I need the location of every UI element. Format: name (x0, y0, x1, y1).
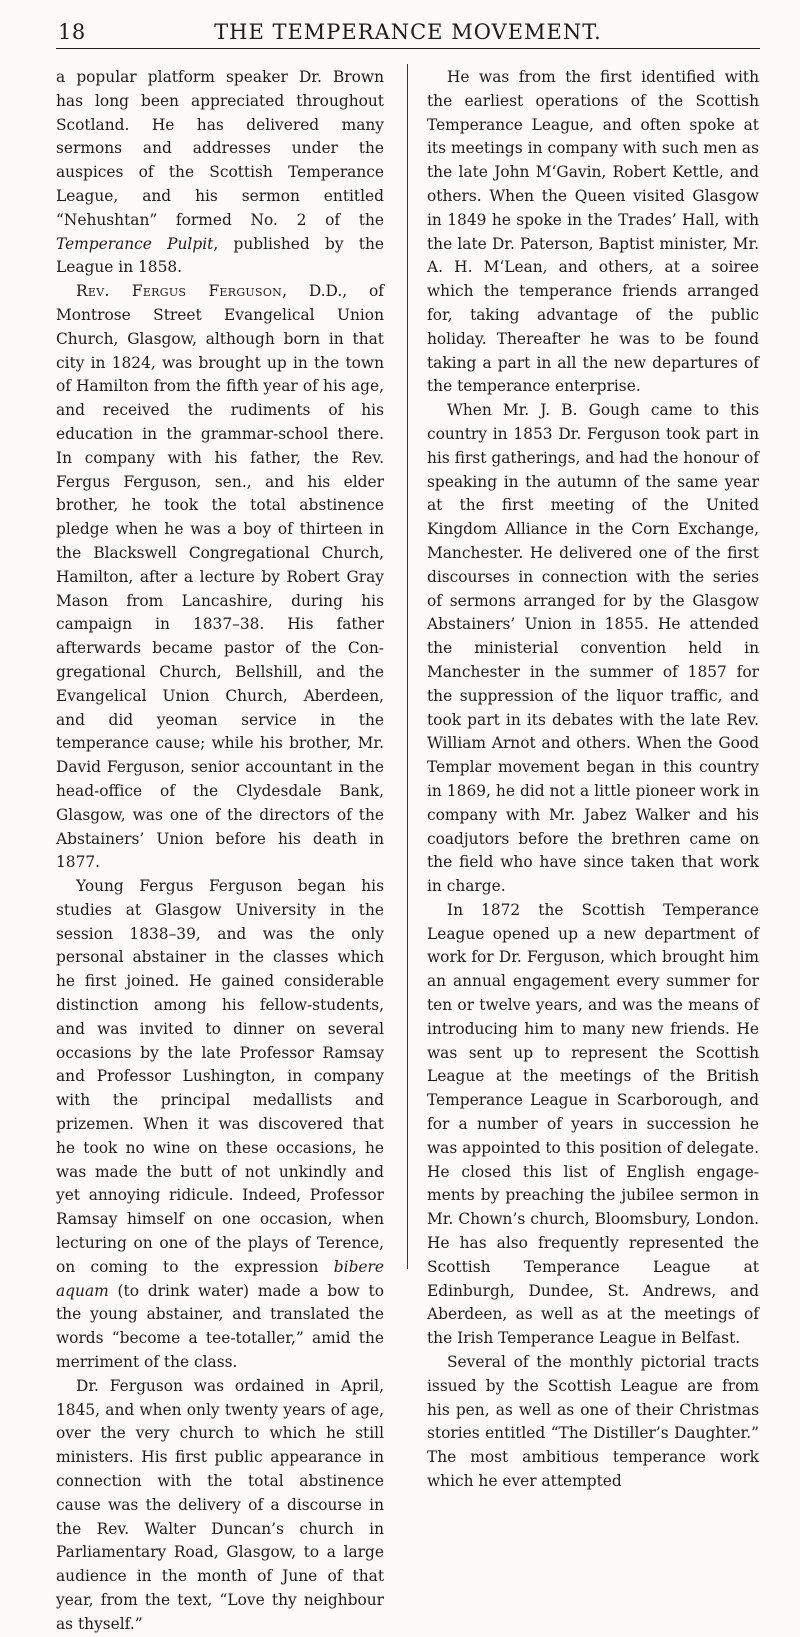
text-run: , published by the League in 1858. (56, 234, 384, 277)
text-run: a popular platform speaker Dr. Brown has long been appreciated throughout Scotland. He has delivered many sermons and addresses under the auspices of the Scottish Temperance League, and his sermon entitled “Nehushtan” formed No. 2 of the (56, 68, 384, 229)
left-column (56, 66, 384, 1637)
column-divider (407, 64, 408, 1269)
paragraph: When Mr. J. B. Gough came to this country in 1853 Dr. Ferguson took part in his first gatherings, and had the honour of speaking in the autumn of the same year at the first meeting of the United Kingdom Alliance in the Corn Exchange, Manchester. He delivered one of the first discourses in connection with the series of sermons arranged for by the Glasgow Abstainers’ Union in 1855. He attended the ministerial convention held in Manchester in the summer of 1857 for the suppression of the liquor traffic, and took part in its debates with the late Rev. William Arnot and others. When the Good Templar movement began in this country in 1869, he did not a little pioneer work in company with Mr. Jabez Walker and his coadjutors before the brethren came on the field who have since taken that work in charge. (427, 401, 759, 896)
page-number: 18 (58, 20, 86, 44)
paragraph: Several of the monthly pictorial tracts issued by the Scottish League are from his pen, as well as one of their Christmas stories entitled “The Distiller’s Daughter.” The most ambitious temperance work which he ever attempted (427, 1353, 759, 1491)
biography-subject-name: Rev. Fergus Ferguson (76, 282, 283, 301)
text-run: (to drink water) made a bow to the young abstainer, and translated the words “become a tee-totaller,” amid the merriment of the class. (56, 1281, 384, 1372)
publication-title: Temperance Pulpit (56, 234, 214, 253)
right-column (427, 66, 759, 1494)
paragraph (56, 280, 384, 875)
running-title: THE TEMPERANCE MOVEMENT. (214, 20, 602, 44)
paragraph (56, 875, 384, 1375)
latin-phrase: bibere aquam (56, 1257, 384, 1300)
text-run: , D.D., of Montrose Street Evangelical Union Church, Glasgow, although born in that city in 1824, was brought up in the town of Hamilton from the fifth year of his age, and received the rudiments of his education in the grammar-school there. In company with his father, the Rev. Fergus Ferguson, sen., and his elder brother, he took the total abstinence pledge when he was a boy of thirteen in the Blackswell Congregational Church, Hamilton, after a lecture by Robert Gray Mason from Lancashire, during his campaign in 1837–38. His father afterwards became pastor of the Congregational Church, Bellshill, and the Evangelical Union Church, Aberdeen, and did yeoman service in the temperance cause; while his brother, Mr. David Ferguson, senior accountant in the head-office of the Clydesdale Bank, Glasgow, was one of the directors of the Abstainers’ Union before his death in 1877. (56, 282, 384, 872)
paragraph: Dr. Ferguson was ordained in April, 1845, and when only twenty years of age, over the very church to which he still ministers. His first public appearance in connection with the total abstinence cause was the delivery of a discourse in the Rev. Walter Duncan’s church in Parliamentary Road, Glasgow, to a large audience in the month of June of that year, from the text, “Love thy neighbour as thyself.” (56, 1376, 384, 1633)
running-head (56, 18, 760, 49)
paragraph: He was from the first identified with the earliest operations of the Scottish Temperance League, and often spoke at its meetings in company with such men as the late John M‘Gavin, Robert Kettle, and others. When the Queen visited Glasgow in 1849 he spoke in the Trades’ Hall, with the late Dr. Paterson, Baptist minister, Mr. A. H. M‘Lean, and others, at a soiree which the temperance friends arranged for, taking advantage of the public holiday. Thereafter he was to be found taking a part in all the new departures of the temperance enterprise. (427, 68, 759, 396)
text-run: Young Fergus Ferguson began his studies at Glasgow University in the session 1838–39, and was the only personal abstainer in the classes which he first joined. He gained considerable distinction among his fellow-students, and was invited to dinner on several occasions by the late Professor Ramsay and Professor Lushington, in company with the principal medallists and prizemen. When it was discovered that he took no wine on these occasions, he was made the butt of not unkindly and yet annoying ridicule. Indeed, Professor Ramsay himself on one occasion, when lecturing on one of the plays of Terence, on coming to the expression (56, 877, 384, 1276)
paragraph: In 1872 the Scottish Temperance League opened up a new department of work for Dr. Ferguson, which brought him an annual engagement every summer for ten or twelve years, and was the means of introducing him to many new friends. He was sent up to represent the Scottish League at the meetings of the British Temperance League in Scarborough, and for a number of years in succession he was appointed to this position of delegate. He closed this list of English engagements by preaching the jubilee sermon in Mr. Chown’s church, Bloomsbury, London. He has also frequently represented the Scottish Temperance League at Edinburgh, Dundee, St. Andrews, and Aberdeen, as well as at the meetings of the Irish Temperance League in Belfast. (427, 900, 759, 1348)
paragraph (56, 66, 384, 280)
